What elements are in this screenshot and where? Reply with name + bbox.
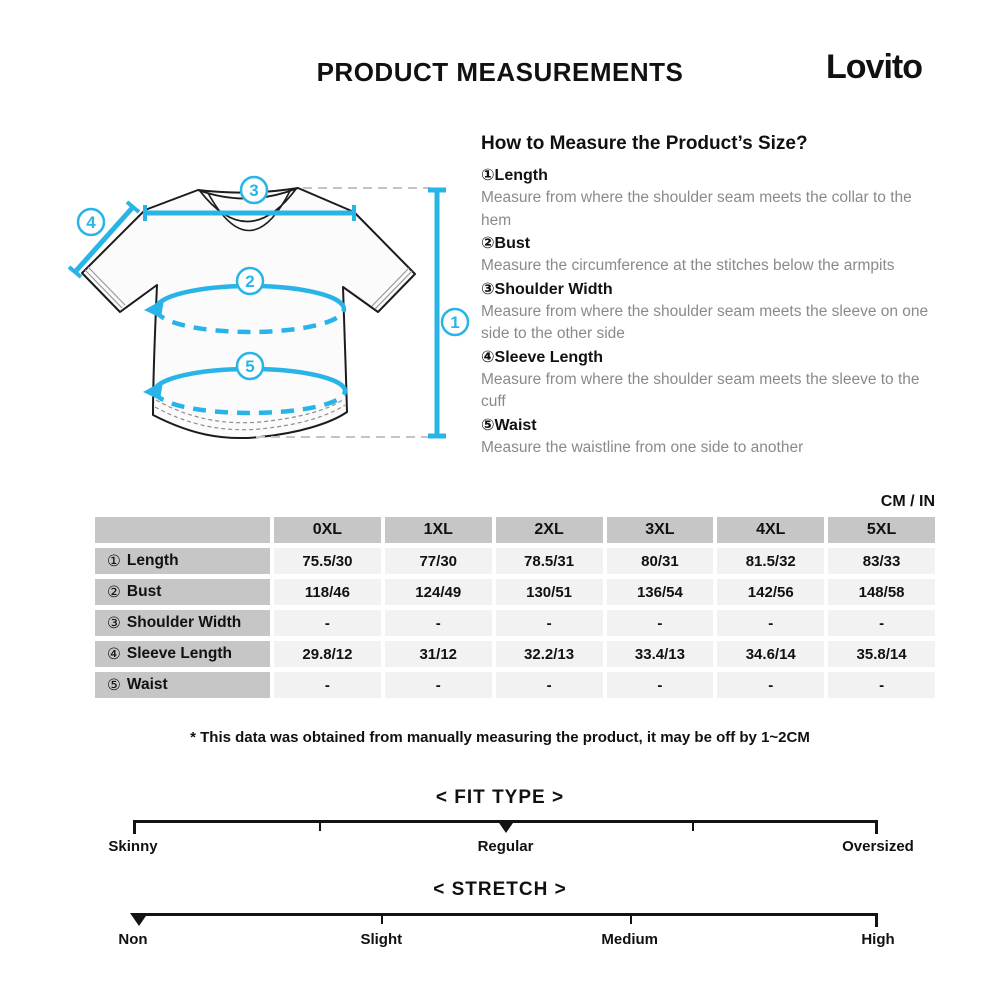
size-column-header: 5XL (828, 517, 935, 543)
measure-desc-bust: Measure the circumference at the stitches below the armpits (481, 257, 895, 274)
tshirt-measurement-diagram (60, 160, 480, 460)
stretch-label-high: High (861, 931, 895, 948)
row-label-length: ① Length (95, 548, 270, 574)
measurement-disclaimer: * This data was obtained from manually measuring the product, it may be off by 1~2CM (190, 729, 810, 746)
size-column-header: 4XL (717, 517, 824, 543)
callout-shoulder-width: 3 (249, 181, 259, 200)
measurement-cell: 83/33 (828, 548, 935, 574)
measurement-cell: 124/49 (385, 579, 492, 605)
size-column-header: 1XL (385, 517, 492, 543)
row-label-sleeve-length: ④ Sleeve Length (95, 641, 270, 667)
measurement-cell: - (385, 610, 492, 636)
measurement-cell: 136/54 (607, 579, 714, 605)
measurement-cell: 35.8/14 (828, 641, 935, 667)
measurement-cell: - (607, 610, 714, 636)
fit-type-scale (133, 820, 878, 823)
scale-tick (319, 820, 321, 831)
measurement-cell: - (274, 672, 381, 698)
measurement-cell: 34.6/14 (717, 641, 824, 667)
size-column-header: 0XL (274, 517, 381, 543)
stretch-labels (118, 931, 895, 951)
scale-tick (630, 913, 632, 924)
measure-desc-length: Measure from where the shoulder seam meets the collar to the hem (481, 189, 912, 229)
size-column-header: 2XL (496, 517, 603, 543)
measurement-cell: 33.4/13 (607, 641, 714, 667)
measurement-cell: 77/30 (385, 548, 492, 574)
fit-type-label-oversized: Oversized (842, 838, 914, 855)
bust-arrow (144, 299, 164, 318)
measurement-cell: 29.8/12 (274, 641, 381, 667)
measurement-cell: 148/58 (828, 579, 935, 605)
stretch-scale (133, 913, 878, 916)
measure-item-waist: ⑤Waist (481, 416, 537, 434)
how-to-heading: How to Measure the Product’s Size? (481, 133, 808, 154)
fit-type-label-skinny: Skinny (108, 838, 158, 855)
measurement-cell: - (717, 610, 824, 636)
measurement-cell: 31/12 (385, 641, 492, 667)
scale-end-tick (875, 913, 878, 927)
measure-item-bust: ②Bust (481, 235, 531, 252)
callout-waist: 5 (245, 357, 255, 376)
measurement-cell: 78.5/31 (496, 548, 603, 574)
scale-end-tick (133, 820, 136, 834)
measurement-cell: 130/51 (496, 579, 603, 605)
measurement-cell: - (274, 610, 381, 636)
stretch-label-slight: Slight (360, 931, 403, 948)
measurement-cell: 32.2/13 (496, 641, 603, 667)
scale-end-tick (875, 820, 878, 834)
measurement-cell: - (385, 672, 492, 698)
measurement-cell: 75.5/30 (274, 548, 381, 574)
fit-type-marker-icon (497, 820, 515, 833)
page-title: PRODUCT MEASUREMENTS (316, 57, 684, 87)
measure-desc-shoulder-width: Measure from where the shoulder seam meets the sleeve on one side to the other side (481, 302, 929, 342)
measurement-cell: - (607, 672, 714, 698)
measurement-cell: 81.5/32 (717, 548, 824, 574)
measurement-cell: - (828, 672, 935, 698)
scale-tick (381, 913, 383, 924)
measurement-cell: - (496, 672, 603, 698)
measure-item-sleeve-length: ④Sleeve Length (481, 348, 604, 366)
measure-desc-sleeve-length: Measure from where the shoulder seam meets the sleeve to the cuff (481, 370, 920, 410)
measure-item-shoulder-width: ③Shoulder Width (481, 280, 613, 298)
size-column-header: 3XL (607, 517, 714, 543)
stretch-label-medium: Medium (601, 931, 659, 948)
callout-bust: 2 (245, 272, 255, 291)
scale-tick (692, 820, 694, 831)
fit-type-label-regular: Regular (477, 838, 534, 855)
callout-length: 1 (450, 313, 460, 332)
measurement-cell: - (717, 672, 824, 698)
fit-type-labels (108, 838, 914, 858)
measurement-cell: 142/56 (717, 579, 824, 605)
table-corner-cell (95, 517, 270, 543)
measure-item-length: ①Length (481, 167, 548, 184)
size-table (95, 517, 935, 698)
fit-type-title: < FIT TYPE > (435, 787, 565, 808)
measurement-cell: - (496, 610, 603, 636)
tshirt-outline (82, 188, 415, 438)
row-label-shoulder-width: ③ Shoulder Width (95, 610, 270, 636)
measurement-cell: 118/46 (274, 579, 381, 605)
units-label: CM / IN (880, 493, 935, 510)
row-label-waist: ⑤ Waist (95, 672, 270, 698)
measurement-cell: 80/31 (607, 548, 714, 574)
brand-logo: Lovito (826, 48, 922, 86)
stretch-title: < STRETCH > (433, 879, 567, 900)
row-label-bust: ② Bust (95, 579, 270, 605)
measurement-cell: - (828, 610, 935, 636)
how-to-measure-section (481, 133, 938, 459)
measure-desc-waist: Measure the waistline from one side to another (481, 438, 804, 456)
callout-sleeve-length: 4 (86, 213, 96, 232)
stretch-label-non: Non (118, 931, 148, 948)
stretch-marker-icon (130, 913, 148, 926)
